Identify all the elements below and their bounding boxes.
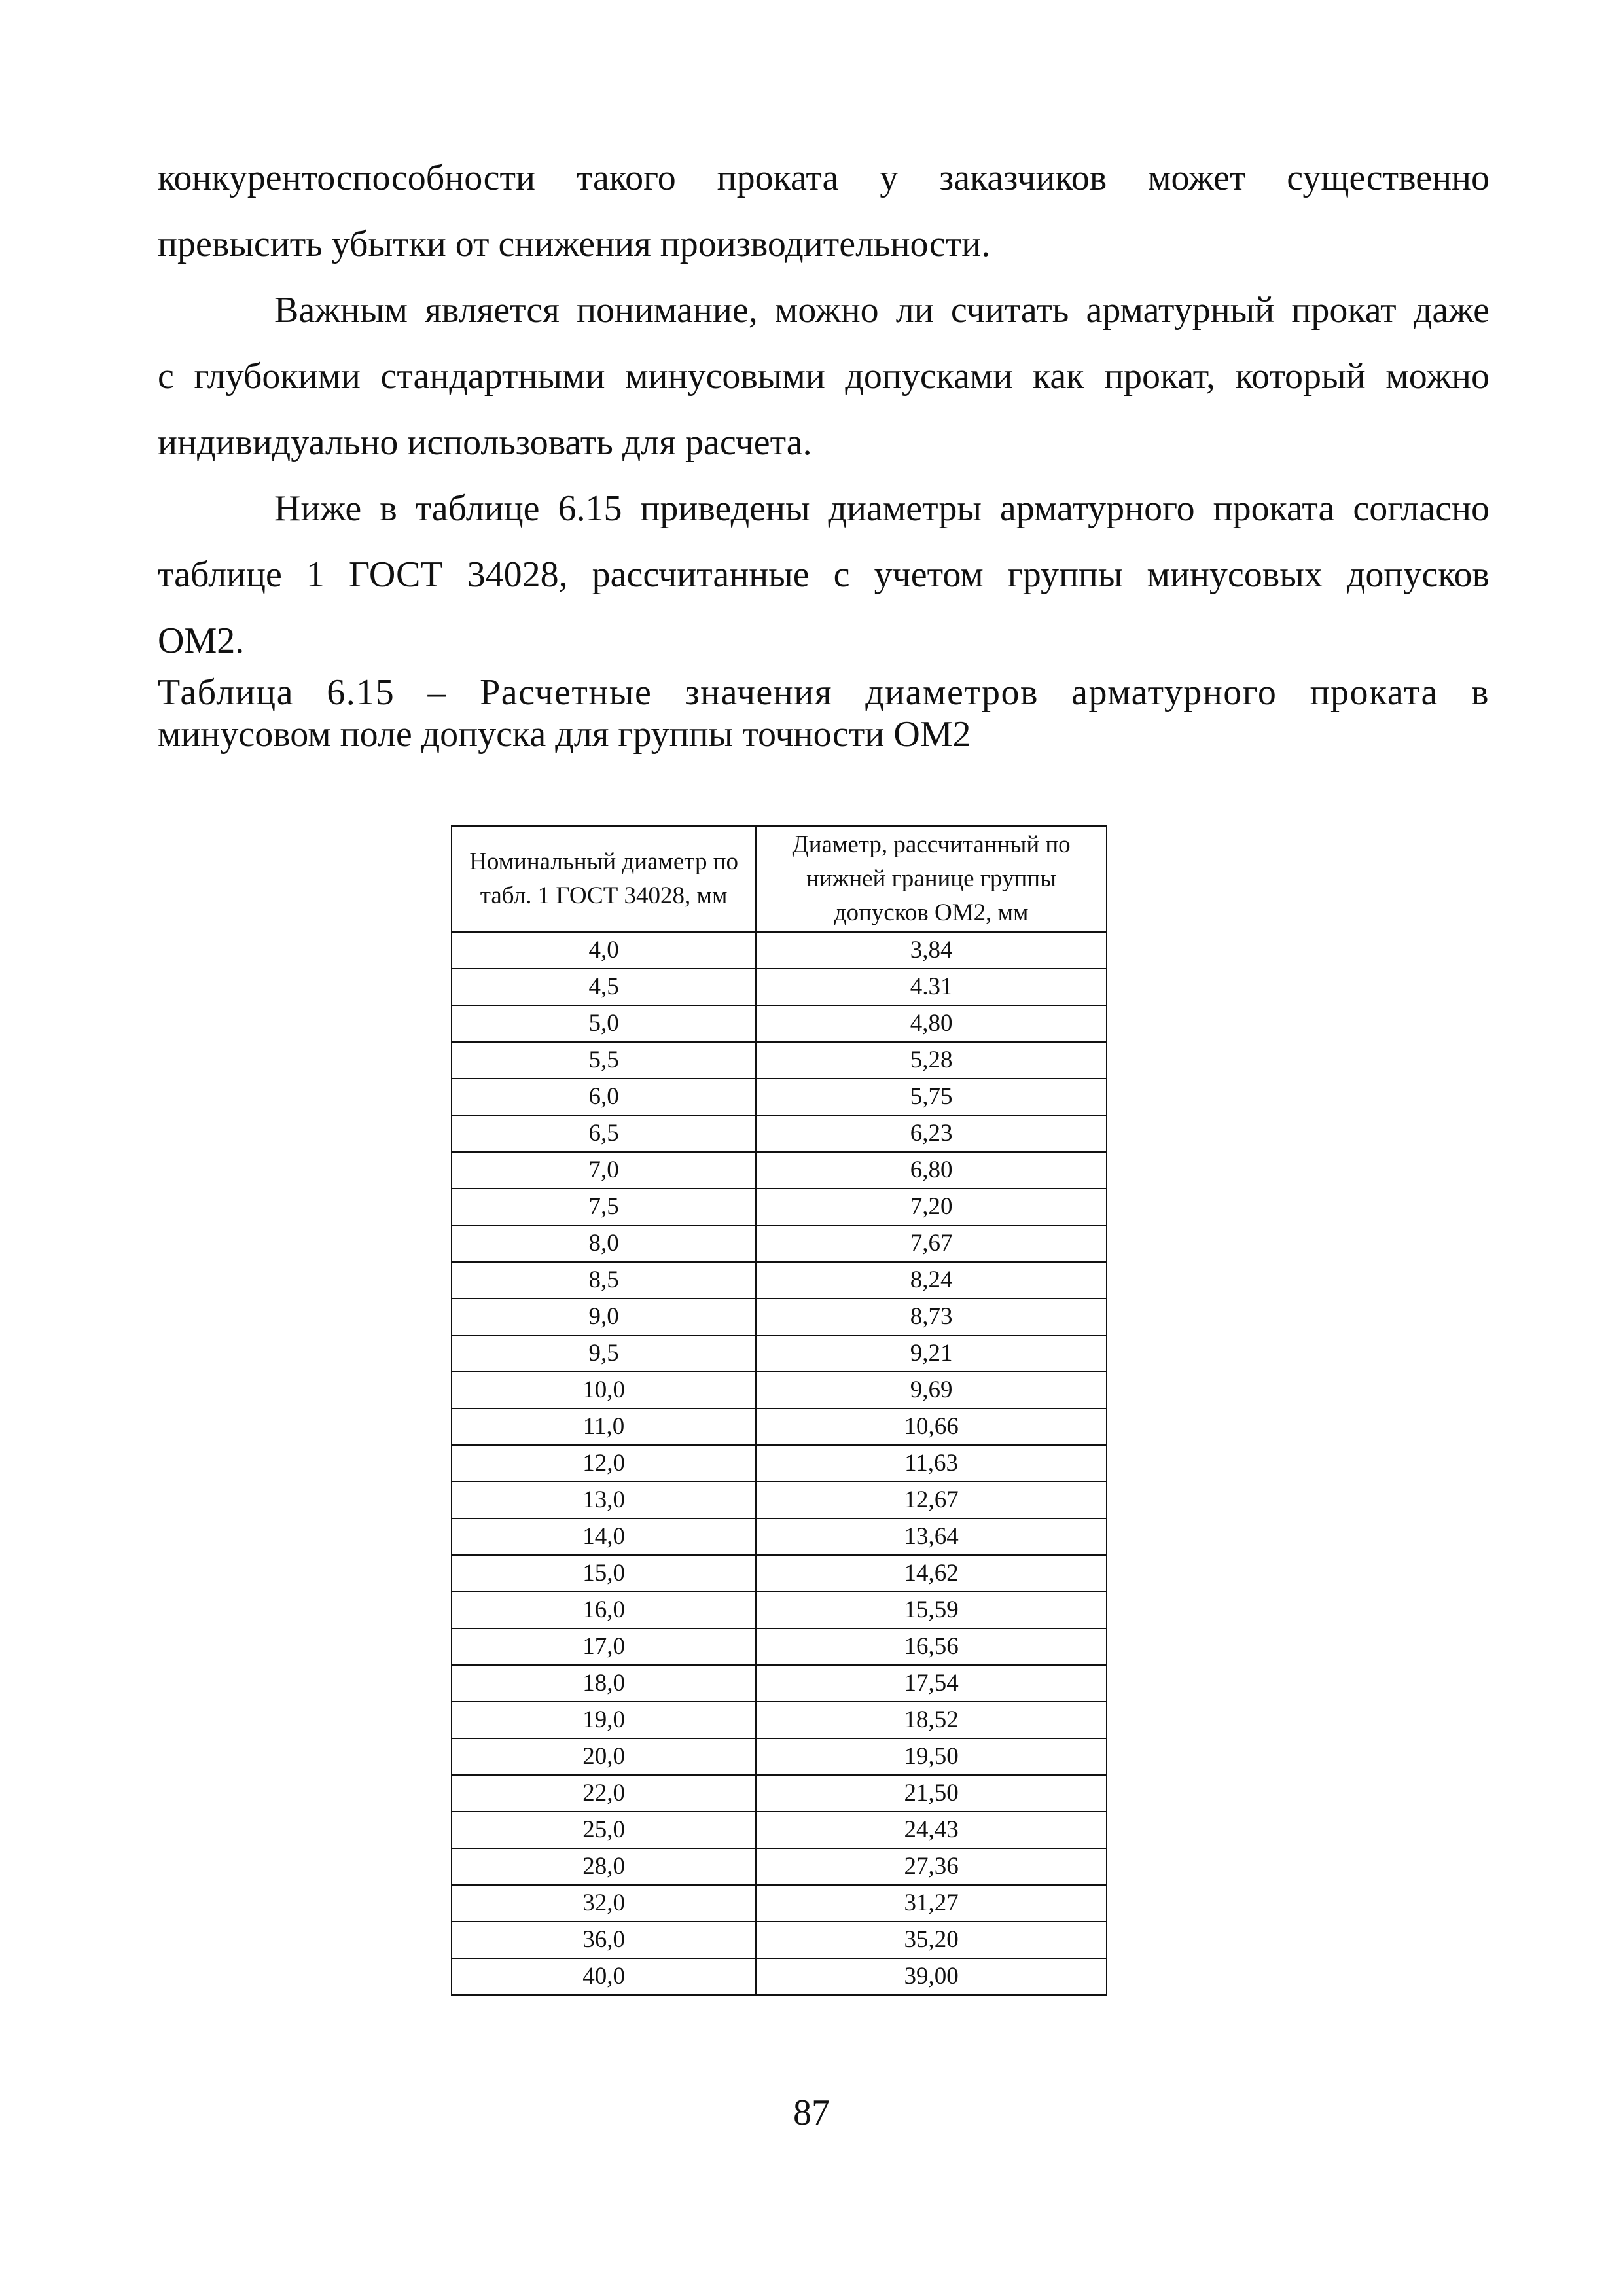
- table-row: [452, 1775, 1107, 1812]
- table-body: [452, 932, 1107, 1995]
- paragraph-understanding: [158, 278, 1489, 476]
- table-row: [452, 1445, 1107, 1482]
- nominal-diameter-cell: 15,0: [452, 1555, 756, 1592]
- calculated-diameter-cell: 31,27: [756, 1885, 1107, 1922]
- calculated-diameter-cell: 4.31: [756, 969, 1107, 1005]
- calculated-diameter-cell: 5,75: [756, 1079, 1107, 1115]
- nominal-diameter-cell: 25,0: [452, 1812, 756, 1848]
- table-row: [452, 1518, 1107, 1555]
- table-row: [452, 1189, 1107, 1225]
- nominal-diameter-cell: 40,0: [452, 1958, 756, 1995]
- paragraph-continuation: [158, 145, 1489, 278]
- paragraph-line: Ниже в таблице 6.15 приведены диаметры арматурного проката согласно: [274, 488, 1489, 529]
- nominal-diameter-cell: 8,0: [452, 1225, 756, 1262]
- calculated-diameter-cell: 11,63: [756, 1445, 1107, 1482]
- table-row: [452, 1958, 1107, 1995]
- table-row: [452, 1848, 1107, 1885]
- nominal-diameter-cell: 6,0: [452, 1079, 756, 1115]
- calculated-diameter-cell: 7,67: [756, 1225, 1107, 1262]
- table-caption: [158, 672, 1489, 755]
- nominal-diameter-cell: 16,0: [452, 1592, 756, 1628]
- nominal-diameter-cell: 17,0: [452, 1628, 756, 1665]
- nominal-diameter-cell: 12,0: [452, 1445, 756, 1482]
- table-row: [452, 1372, 1107, 1408]
- calculated-diameter-cell: 14,62: [756, 1555, 1107, 1592]
- table-row: [452, 1152, 1107, 1189]
- table-row: [452, 932, 1107, 969]
- calculated-diameter-cell: 8,24: [756, 1262, 1107, 1299]
- calculated-diameter-cell: 9,69: [756, 1372, 1107, 1408]
- nominal-diameter-cell: 32,0: [452, 1885, 756, 1922]
- calculated-diameter-cell: 6,80: [756, 1152, 1107, 1189]
- calculated-diameter-cell: 35,20: [756, 1922, 1107, 1958]
- calculated-diameter-cell: 18,52: [756, 1702, 1107, 1738]
- calculated-diameter-cell: 19,50: [756, 1738, 1107, 1775]
- calculated-diameter-cell: 39,00: [756, 1958, 1107, 1995]
- table-row: [452, 1225, 1107, 1262]
- table-row: [452, 1812, 1107, 1848]
- calculated-diameter-cell: 9,21: [756, 1335, 1107, 1372]
- table-row: [452, 1482, 1107, 1518]
- table-row: [452, 1408, 1107, 1445]
- caption-line: минусовом поле допуска для группы точности ОМ2: [158, 714, 971, 755]
- table-row: [452, 1115, 1107, 1152]
- calculated-diameter-cell: 3,84: [756, 932, 1107, 969]
- table-row: [452, 1922, 1107, 1958]
- paragraph-line: конкурентоспособности такого проката у заказчиков может существенно: [158, 158, 1489, 198]
- nominal-diameter-cell: 18,0: [452, 1665, 756, 1702]
- table-row: [452, 1335, 1107, 1372]
- table-row: [452, 1555, 1107, 1592]
- nominal-diameter-cell: 4,0: [452, 932, 756, 969]
- paragraph-line: таблице 1 ГОСТ 34028, рассчитанные с учетом группы минусовых допусков: [158, 554, 1489, 595]
- nominal-diameter-cell: 9,0: [452, 1299, 756, 1335]
- paragraph-table-intro: [158, 476, 1489, 674]
- nominal-diameter-cell: 19,0: [452, 1702, 756, 1738]
- paragraph-line: ОМ2.: [158, 620, 245, 661]
- paragraph-line: превысить убытки от снижения производительности.: [158, 224, 991, 264]
- calculated-diameter-cell: 15,59: [756, 1592, 1107, 1628]
- caption-line: Таблица 6.15 – Расчетные значения диаметров арматурного проката в: [158, 672, 1489, 713]
- table-header-row: [452, 826, 1107, 932]
- calculated-diameter-cell: 4,80: [756, 1005, 1107, 1042]
- table-row: [452, 1262, 1107, 1299]
- paragraph-line: Важным является понимание, можно ли считать арматурный прокат даже: [274, 290, 1489, 331]
- table-row: [452, 1299, 1107, 1335]
- calculated-diameter-cell: 16,56: [756, 1628, 1107, 1665]
- nominal-diameter-cell: 8,5: [452, 1262, 756, 1299]
- nominal-diameter-cell: 14,0: [452, 1518, 756, 1555]
- table-row: [452, 1592, 1107, 1628]
- paragraph-line: с глубокими стандартными минусовыми допусками как прокат, который можно: [158, 356, 1489, 397]
- nominal-diameter-cell: 22,0: [452, 1775, 756, 1812]
- nominal-diameter-cell: 28,0: [452, 1848, 756, 1885]
- nominal-diameter-cell: 9,5: [452, 1335, 756, 1372]
- calculated-diameter-cell: 8,73: [756, 1299, 1107, 1335]
- diameters-table: [451, 825, 1107, 1996]
- table-row: [452, 1885, 1107, 1922]
- calculated-diameter-cell: 24,43: [756, 1812, 1107, 1848]
- calculated-diameter-cell: 10,66: [756, 1408, 1107, 1445]
- table-row: [452, 1702, 1107, 1738]
- calculated-diameter-cell: 27,36: [756, 1848, 1107, 1885]
- nominal-diameter-cell: 20,0: [452, 1738, 756, 1775]
- calculated-diameter-cell: 17,54: [756, 1665, 1107, 1702]
- calculated-diameter-cell: 7,20: [756, 1189, 1107, 1225]
- nominal-diameter-cell: 5,5: [452, 1042, 756, 1079]
- page-number: 87: [793, 2092, 830, 2133]
- table-row: [452, 1665, 1107, 1702]
- calculated-diameter-cell: 21,50: [756, 1775, 1107, 1812]
- nominal-diameter-cell: 6,5: [452, 1115, 756, 1152]
- nominal-diameter-cell: 5,0: [452, 1005, 756, 1042]
- table-row: [452, 1005, 1107, 1042]
- nominal-diameter-cell: 10,0: [452, 1372, 756, 1408]
- table-row: [452, 1628, 1107, 1665]
- nominal-diameter-cell: 36,0: [452, 1922, 756, 1958]
- nominal-diameter-cell: 13,0: [452, 1482, 756, 1518]
- calculated-diameter-cell: 6,23: [756, 1115, 1107, 1152]
- calculated-diameter-cell: 5,28: [756, 1042, 1107, 1079]
- table-row: [452, 1079, 1107, 1115]
- nominal-diameter-cell: 4,5: [452, 969, 756, 1005]
- table-row: [452, 1042, 1107, 1079]
- nominal-diameter-cell: 11,0: [452, 1408, 756, 1445]
- paragraph-line: индивидуально использовать для расчета.: [158, 422, 812, 463]
- calculated-diameter-cell: 13,64: [756, 1518, 1107, 1555]
- table-row: [452, 1738, 1107, 1775]
- table-row: [452, 969, 1107, 1005]
- header-calculated-diameter: Диаметр, рассчитанный по нижней границе группы допусков ОМ2, мм: [756, 826, 1107, 932]
- calculated-diameter-cell: 12,67: [756, 1482, 1107, 1518]
- header-nominal-diameter: Номинальный диаметр по табл. 1 ГОСТ 34028, мм: [452, 826, 756, 932]
- nominal-diameter-cell: 7,0: [452, 1152, 756, 1189]
- nominal-diameter-cell: 7,5: [452, 1189, 756, 1225]
